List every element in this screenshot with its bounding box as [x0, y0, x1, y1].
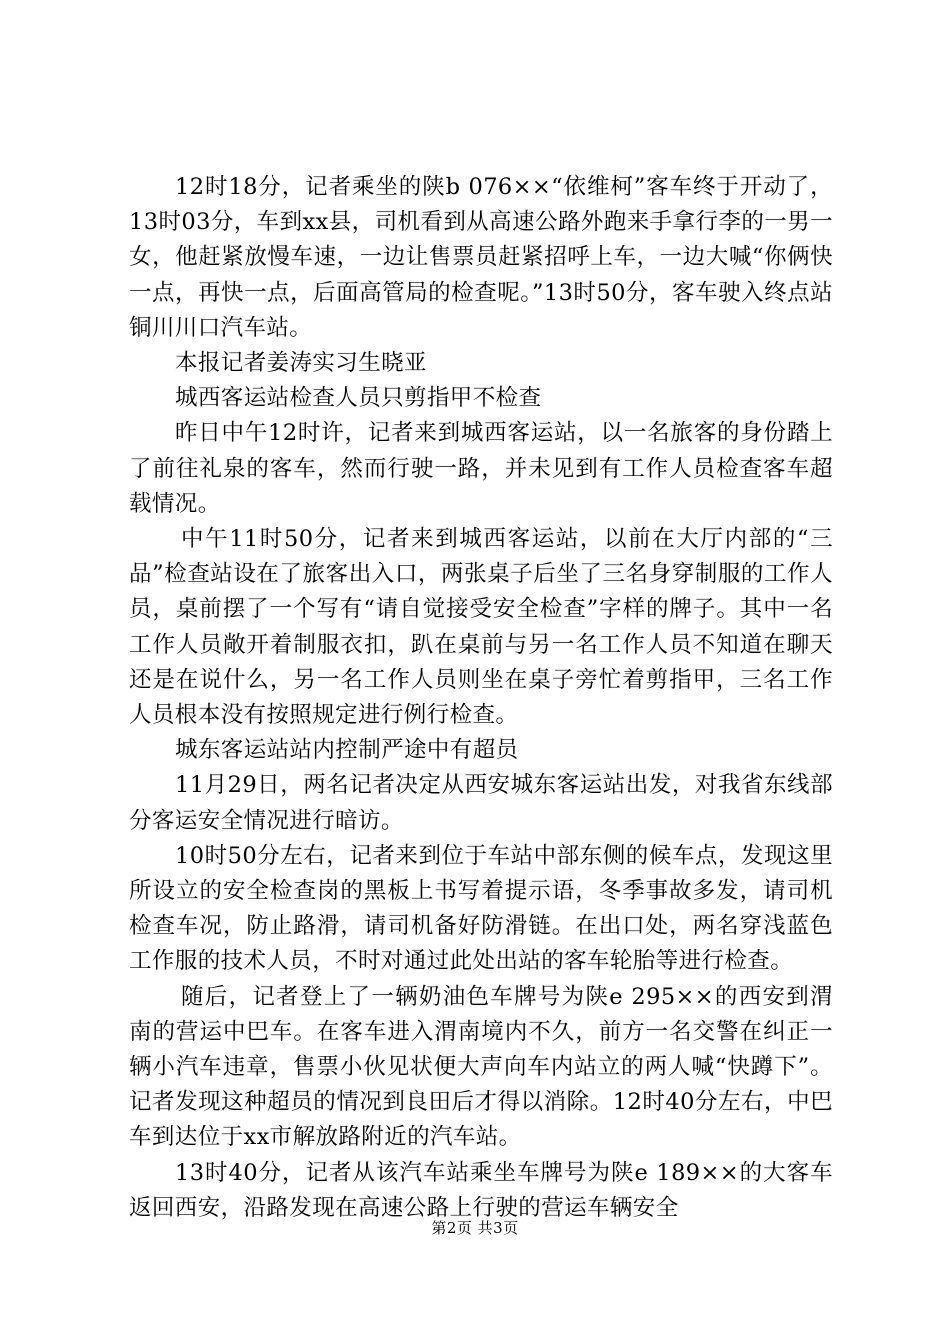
page-number-footer: 第2页 共3页: [431, 1219, 519, 1237]
paragraph-arrival-chuankou: 12时18分，记者乘坐的陕b 076××“依维柯”客车终于开动了，13时03分，车到xx县，司机看到从高速公路外跑来手拿行李的一男一女，他赶紧放慢车速，一边让售票员赶紧招呼上车，一边大喊“你俩快一点，再快一点，后面高管局的检查呢。”13时50分，客车驶入终点站铜川川口汽车站。: [129, 174, 833, 341]
paragraph-chengxi-checkpoint: 中午11时50分，记者来到城西客运站，以前在大厅内部的“三品”检查站设在了旅客出入口，两张桌子后坐了三名身穿制服的工作人员，桌前摆了一个写有“请自觉接受安全检查”字样的牌子。其中一名工作人员敞开着制服衣扣，趴在桌前与另一名工作人员不知道在聊天还是在说什么，另一名工作人员则坐在桌子旁忙着剪指甲，三名工作人员根本没有按照规定进行例行检查。: [129, 526, 833, 729]
paragraph-chengxi-noon: 昨日中午12时许，记者来到城西客运站，以一名旅客的身份踏上了前往礼泉的客车，然而行驶一路，并未见到有工作人员检查客车超载情况。: [129, 420, 833, 517]
paragraph-chengdong-departure: 11月29日，两名记者决定从西安城东客运站出发，对我省东线部分客运安全情况进行暗访。: [129, 772, 833, 834]
document-body: [129, 170, 833, 1226]
section-heading-chengxi: 城西客运站检查人员只剪指甲不检查: [175, 385, 542, 412]
paragraph-chengdong-inspection: 10时50分左右，记者来到位于车站中部东侧的候车点，发现这里所设立的安全检查岗的黑板上书写着提示语，冬季事故多发，请司机检查车况，防止路滑，请司机备好防滑链。在出口处，两名穿浅蓝色工作服的技术人员，不时对通过此处出站的客车轮胎等进行检查。: [129, 842, 833, 975]
paragraph-minibus-weinan: 随后，记者登上了一辆奶油色车牌号为陕e 295××的西安到渭南的营运中巴车。在客车进入渭南境内不久，前方一名交警在纠正一辆小汽车违章，售票小伙见状便大声向车内站立的两人喊“快蹲下”。记者发现这种超员的情况到良田后才得以消除。12时40分左右，中巴车到达位于xx市解放路附近的汽车站。: [129, 983, 833, 1151]
paragraph-return-xian: 13时40分，记者从该汽车站乘坐车牌号为陕e 189××的大客车返回西安，沿路发现在高速公路上行驶的营运车辆安全: [129, 1159, 833, 1221]
byline: 本报记者姜涛实习生晓亚: [175, 350, 427, 377]
section-heading-chengdong: 城东客运站站内控制严途中有超员: [175, 737, 519, 764]
